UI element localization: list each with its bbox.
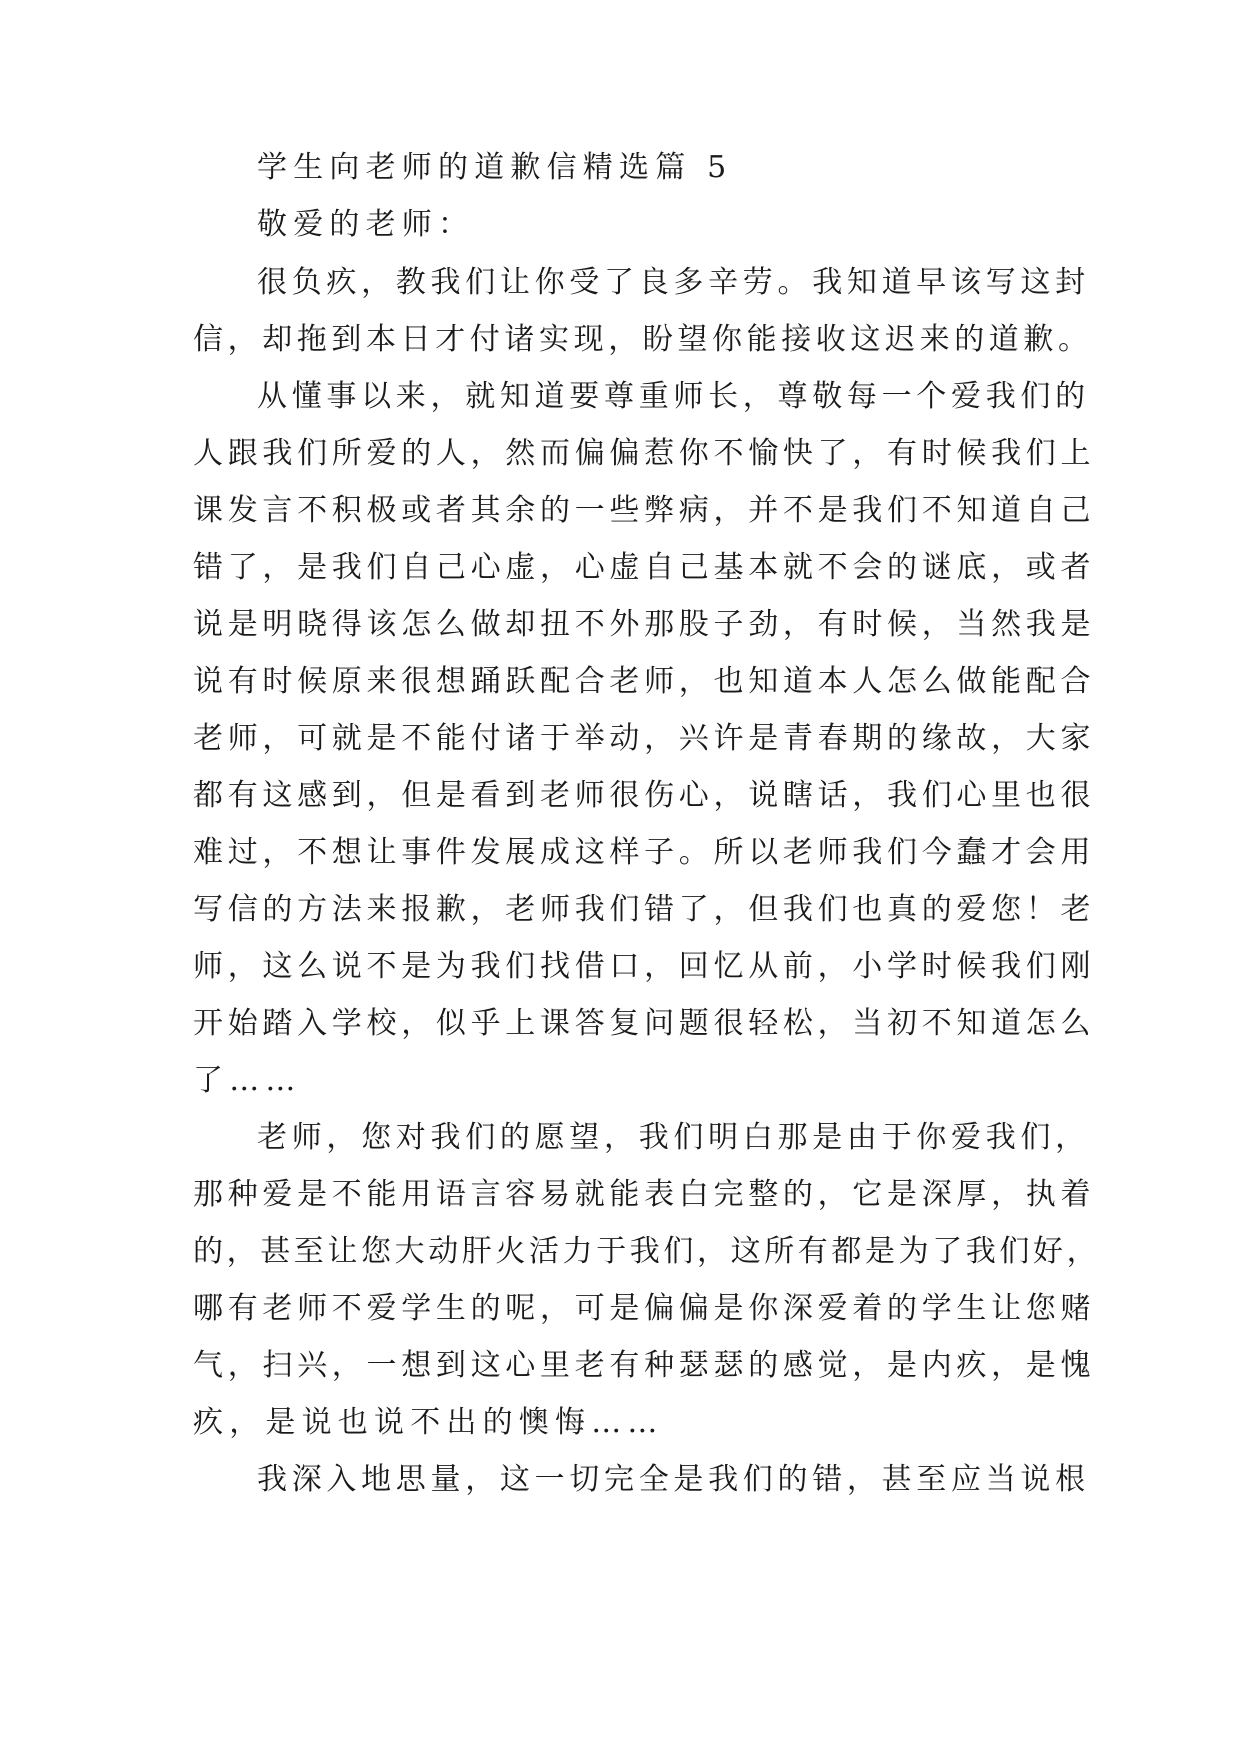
paragraph-2-line-3: 课发言不积极或者其余的一些弊病，并不是我们不知道自己 <box>193 493 1096 528</box>
paragraph-2-line-1: 从懂事以来，就知道要尊重师长，尊敬每一个爱我们的 <box>257 379 1090 414</box>
paragraph-2-line-7: 老师，可就是不能付诸于举动，兴许是青春期的缘故，大家 <box>193 721 1096 756</box>
paragraph-3-line-2: 那种爱是不能用语言容易就能表白完整的，它是深厚，执着 <box>193 1177 1096 1212</box>
paragraph-2-line-5: 说是明晓得该怎么做却扭不外那股子劲，有时候，当然我是 <box>193 607 1096 642</box>
paragraph-2-line-12: 开始踏入学校，似乎上课答复问题很轻松，当初不知道怎么 <box>193 1006 1096 1041</box>
paragraph-2-line-11: 师，这么说不是为我们找借口，回忆从前，小学时候我们刚 <box>193 949 1096 984</box>
paragraph-2-line-9: 难过，不想让事件发展成这样子。所以老师我们今蠢才会用 <box>193 835 1096 870</box>
paragraph-3-line-4: 哪有老师不爱学生的呢，可是偏偏是你深爱着的学生让您赌 <box>193 1291 1096 1326</box>
paragraph-2-line-4: 错了，是我们自己心虚，心虚自己基本就不会的谜底，或者 <box>193 550 1096 585</box>
paragraph-2-line-13: 了…… <box>193 1063 302 1098</box>
paragraph-1-line-2: 信，却拖到本日才付诸实现，盼望你能接收这迟来的道歉。 <box>193 322 1093 357</box>
salutation: 敬爱的老师： <box>257 207 475 242</box>
paragraph-1-line-1: 很负疚，教我们让你受了良多辛劳。我知道早该写这封 <box>257 265 1090 300</box>
paragraph-2-line-2: 人跟我们所爱的人，然而偏偏惹你不愉快了，有时候我们上 <box>193 436 1096 471</box>
paragraph-3-line-3: 的，甚至让您大动肝火活力于我们，这所有都是为了我们好， <box>193 1234 1101 1269</box>
document-title: 学生向老师的道歉信精选篇 5 <box>257 150 733 185</box>
paragraph-2-line-10: 写信的方法来报歉，老师我们错了，但我们也真的爱您！老 <box>193 892 1096 927</box>
paragraph-3-line-6: 疚，是说也说不出的懊悔…… <box>193 1405 664 1440</box>
paragraph-2-line-6: 说有时候原来很想踊跃配合老师，也知道本人怎么做能配合 <box>193 664 1096 699</box>
paragraph-3-line-5: 气，扫兴，一想到这心里老有种瑟瑟的感觉，是内疚，是愧 <box>193 1348 1096 1383</box>
paragraph-4-line-1: 我深入地思量，这一切完全是我们的错，甚至应当说根 <box>257 1462 1090 1497</box>
paragraph-2-line-8: 都有这感到，但是看到老师很伤心，说瞎话，我们心里也很 <box>193 778 1096 813</box>
paragraph-3-line-1: 老师，您对我们的愿望，我们明白那是由于你爱我们， <box>257 1120 1090 1155</box>
